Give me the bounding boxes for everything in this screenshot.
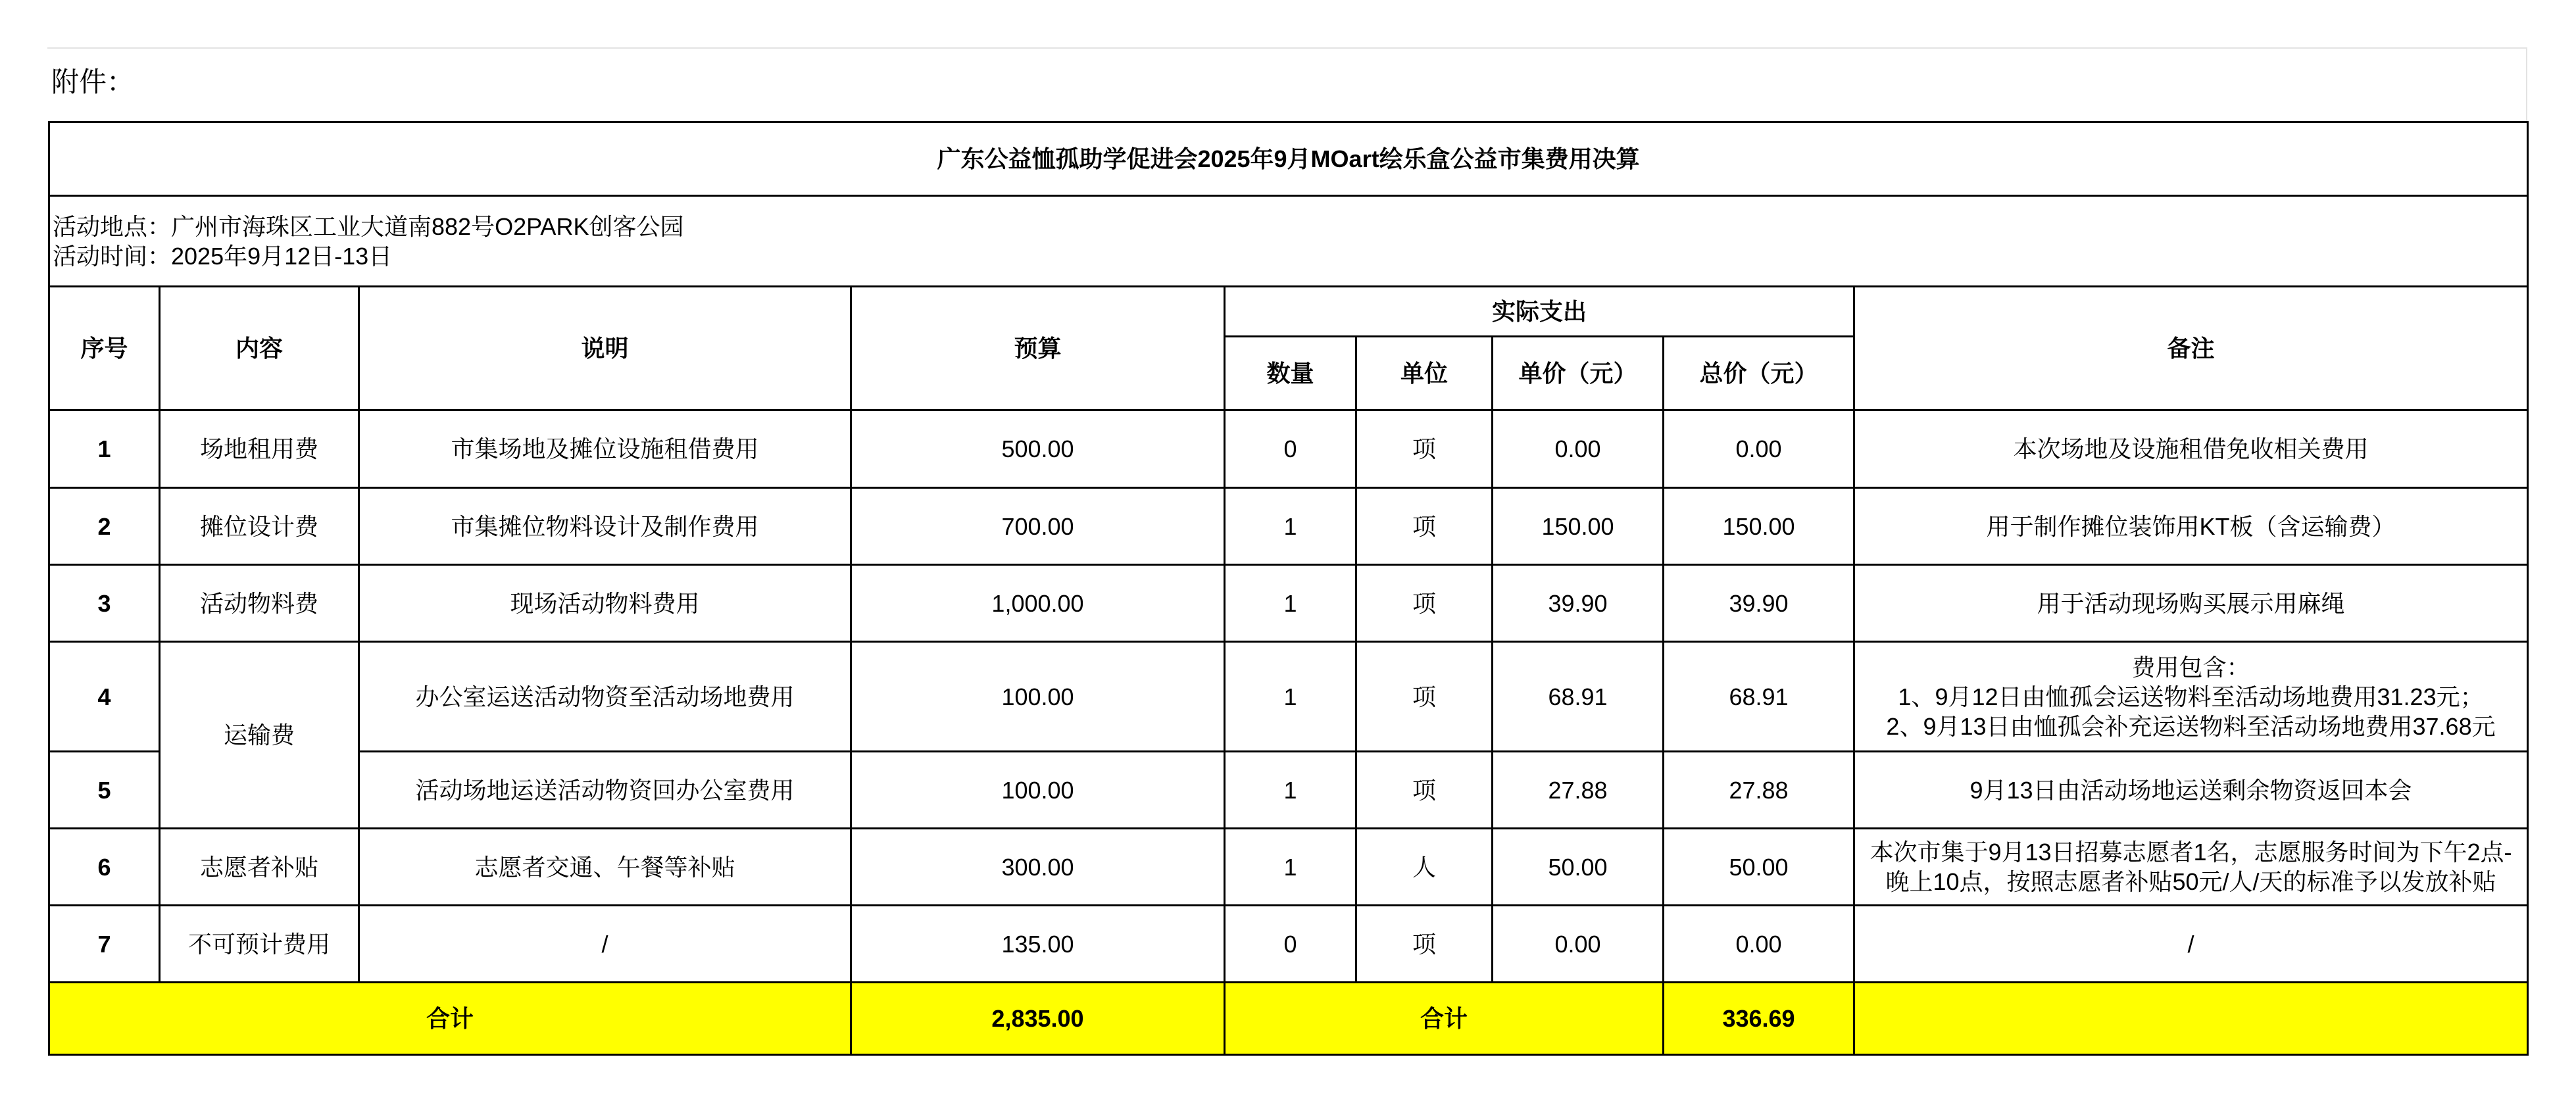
title-row xyxy=(49,122,2528,196)
row-unit-price: 50.00 xyxy=(1493,829,1664,906)
row-quantity: 0 xyxy=(1225,906,1356,983)
row-seq: 5 xyxy=(49,752,160,829)
row-unit: 人 xyxy=(1356,829,1493,906)
header-actual-expense: 实际支出 xyxy=(1225,287,1854,337)
row-seq: 3 xyxy=(49,565,160,642)
row-unit-price: 39.90 xyxy=(1493,565,1664,642)
header-row-1 xyxy=(49,287,2528,337)
row-remark: 本次场地及设施租借免收相关费用 xyxy=(1854,410,2528,488)
row-content: 志愿者补贴 xyxy=(160,829,359,906)
table-row xyxy=(49,906,2528,983)
header-unit-price: 单价（元） xyxy=(1493,337,1664,410)
activity-location: 活动地点：广州市海珠区工业大道南882号O2PARK创客公园 xyxy=(53,212,684,240)
totals-row xyxy=(49,983,2528,1055)
actual-total-value: 336.69 xyxy=(1664,983,1854,1055)
remark-line-1: 费用包含： xyxy=(2131,653,2250,681)
row-content: 场地租用费 xyxy=(160,410,359,488)
header-seq: 序号 xyxy=(49,287,160,410)
header-content: 内容 xyxy=(160,287,359,410)
expense-settlement-table xyxy=(48,121,2529,1056)
row-total: 0.00 xyxy=(1664,906,1854,983)
row-unit-price: 0.00 xyxy=(1493,410,1664,488)
header-budget: 预算 xyxy=(851,287,1225,410)
row-budget: 100.00 xyxy=(851,752,1225,829)
activity-time: 活动时间：2025年9月12日-13日 xyxy=(53,242,393,270)
remark-line-2: 晚上10点，按照志愿者补贴50元/人/天的标准予以发放补贴 xyxy=(1885,868,2496,895)
row-quantity: 1 xyxy=(1225,829,1356,906)
row-quantity: 1 xyxy=(1225,752,1356,829)
table-row xyxy=(49,829,2528,906)
row-unit-price: 150.00 xyxy=(1493,488,1664,565)
table-row xyxy=(49,642,2528,752)
row-seq: 2 xyxy=(49,488,160,565)
row-budget: 700.00 xyxy=(851,488,1225,565)
row-quantity: 1 xyxy=(1225,488,1356,565)
row-quantity: 1 xyxy=(1225,642,1356,752)
row-description: 市集场地及摊位设施租借费用 xyxy=(359,410,851,488)
row-budget: 500.00 xyxy=(851,410,1225,488)
row-unit: 项 xyxy=(1356,565,1493,642)
table-row xyxy=(49,752,2528,829)
info-row xyxy=(49,196,2528,287)
row-seq: 7 xyxy=(49,906,160,983)
row-unit: 项 xyxy=(1356,410,1493,488)
table-row xyxy=(49,565,2528,642)
row-content: 活动物料费 xyxy=(160,565,359,642)
row-description: 活动场地运送活动物资回办公室费用 xyxy=(359,752,851,829)
header-unit: 单位 xyxy=(1356,337,1493,410)
row-remark: 用于活动现场购买展示用麻绳 xyxy=(1854,565,2528,642)
gridline-top xyxy=(47,47,2527,49)
header-description: 说明 xyxy=(359,287,851,410)
header-total-price: 总价（元） xyxy=(1664,337,1854,410)
gridline-right xyxy=(2526,47,2527,123)
row-quantity: 1 xyxy=(1225,565,1356,642)
remark-line-3: 2、9月13日由恤孤会补充运送物料至活动场地费用37.68元 xyxy=(1886,712,2496,740)
row-total: 68.91 xyxy=(1664,642,1854,752)
attachment-label: 附件： xyxy=(51,66,135,97)
row-total: 27.88 xyxy=(1664,752,1854,829)
remark-line-1: 本次市集于9月13日招募志愿者1名，志愿服务时间为下午2点- xyxy=(1870,839,2512,866)
row-remark: 9月13日由活动场地运送剩余物资返回本会 xyxy=(1854,752,2528,829)
row-remark xyxy=(1854,829,2528,906)
row-seq: 1 xyxy=(49,410,160,488)
totals-remark-empty xyxy=(1854,983,2528,1055)
row-content: 不可预计费用 xyxy=(160,906,359,983)
row-total: 150.00 xyxy=(1664,488,1854,565)
header-quantity: 数量 xyxy=(1225,337,1356,410)
row-quantity: 0 xyxy=(1225,410,1356,488)
actual-total-label: 合计 xyxy=(1225,983,1664,1055)
row-unit-price: 0.00 xyxy=(1493,906,1664,983)
row-unit: 项 xyxy=(1356,642,1493,752)
row-remark xyxy=(1854,642,2528,752)
row-budget: 300.00 xyxy=(851,829,1225,906)
row-unit: 项 xyxy=(1356,906,1493,983)
activity-info xyxy=(49,196,2528,287)
table-row xyxy=(49,488,2528,565)
row-unit-price: 27.88 xyxy=(1493,752,1664,829)
row-description: 市集摊位物料设计及制作费用 xyxy=(359,488,851,565)
row-seq: 4 xyxy=(49,642,160,752)
row-budget: 135.00 xyxy=(851,906,1225,983)
row-remark: / xyxy=(1854,906,2528,983)
budget-total-label: 合计 xyxy=(49,983,851,1055)
row-budget: 100.00 xyxy=(851,642,1225,752)
row-content: 摊位设计费 xyxy=(160,488,359,565)
row-unit: 项 xyxy=(1356,488,1493,565)
remark-line-2: 1、9月12日由恤孤会运送物料至活动场地费用31.23元； xyxy=(1898,683,2484,710)
row-content-merged: 运输费 xyxy=(160,642,359,829)
budget-total-value: 2,835.00 xyxy=(851,983,1225,1055)
row-description: / xyxy=(359,906,851,983)
row-description: 现场活动物料费用 xyxy=(359,565,851,642)
row-seq: 6 xyxy=(49,829,160,906)
table-row xyxy=(49,410,2528,488)
row-description: 办公室运送活动物资至活动场地费用 xyxy=(359,642,851,752)
row-total: 0.00 xyxy=(1664,410,1854,488)
row-total: 39.90 xyxy=(1664,565,1854,642)
row-total: 50.00 xyxy=(1664,829,1854,906)
row-remark: 用于制作摊位装饰用KT板（含运输费） xyxy=(1854,488,2528,565)
row-unit-price: 68.91 xyxy=(1493,642,1664,752)
table-title: 广东公益恤孤助学促进会2025年9月MOart绘乐盒公益市集费用决算 xyxy=(49,122,2528,196)
row-budget: 1,000.00 xyxy=(851,565,1225,642)
row-unit: 项 xyxy=(1356,752,1493,829)
row-description: 志愿者交通、午餐等补贴 xyxy=(359,829,851,906)
header-remark: 备注 xyxy=(1854,287,2528,410)
